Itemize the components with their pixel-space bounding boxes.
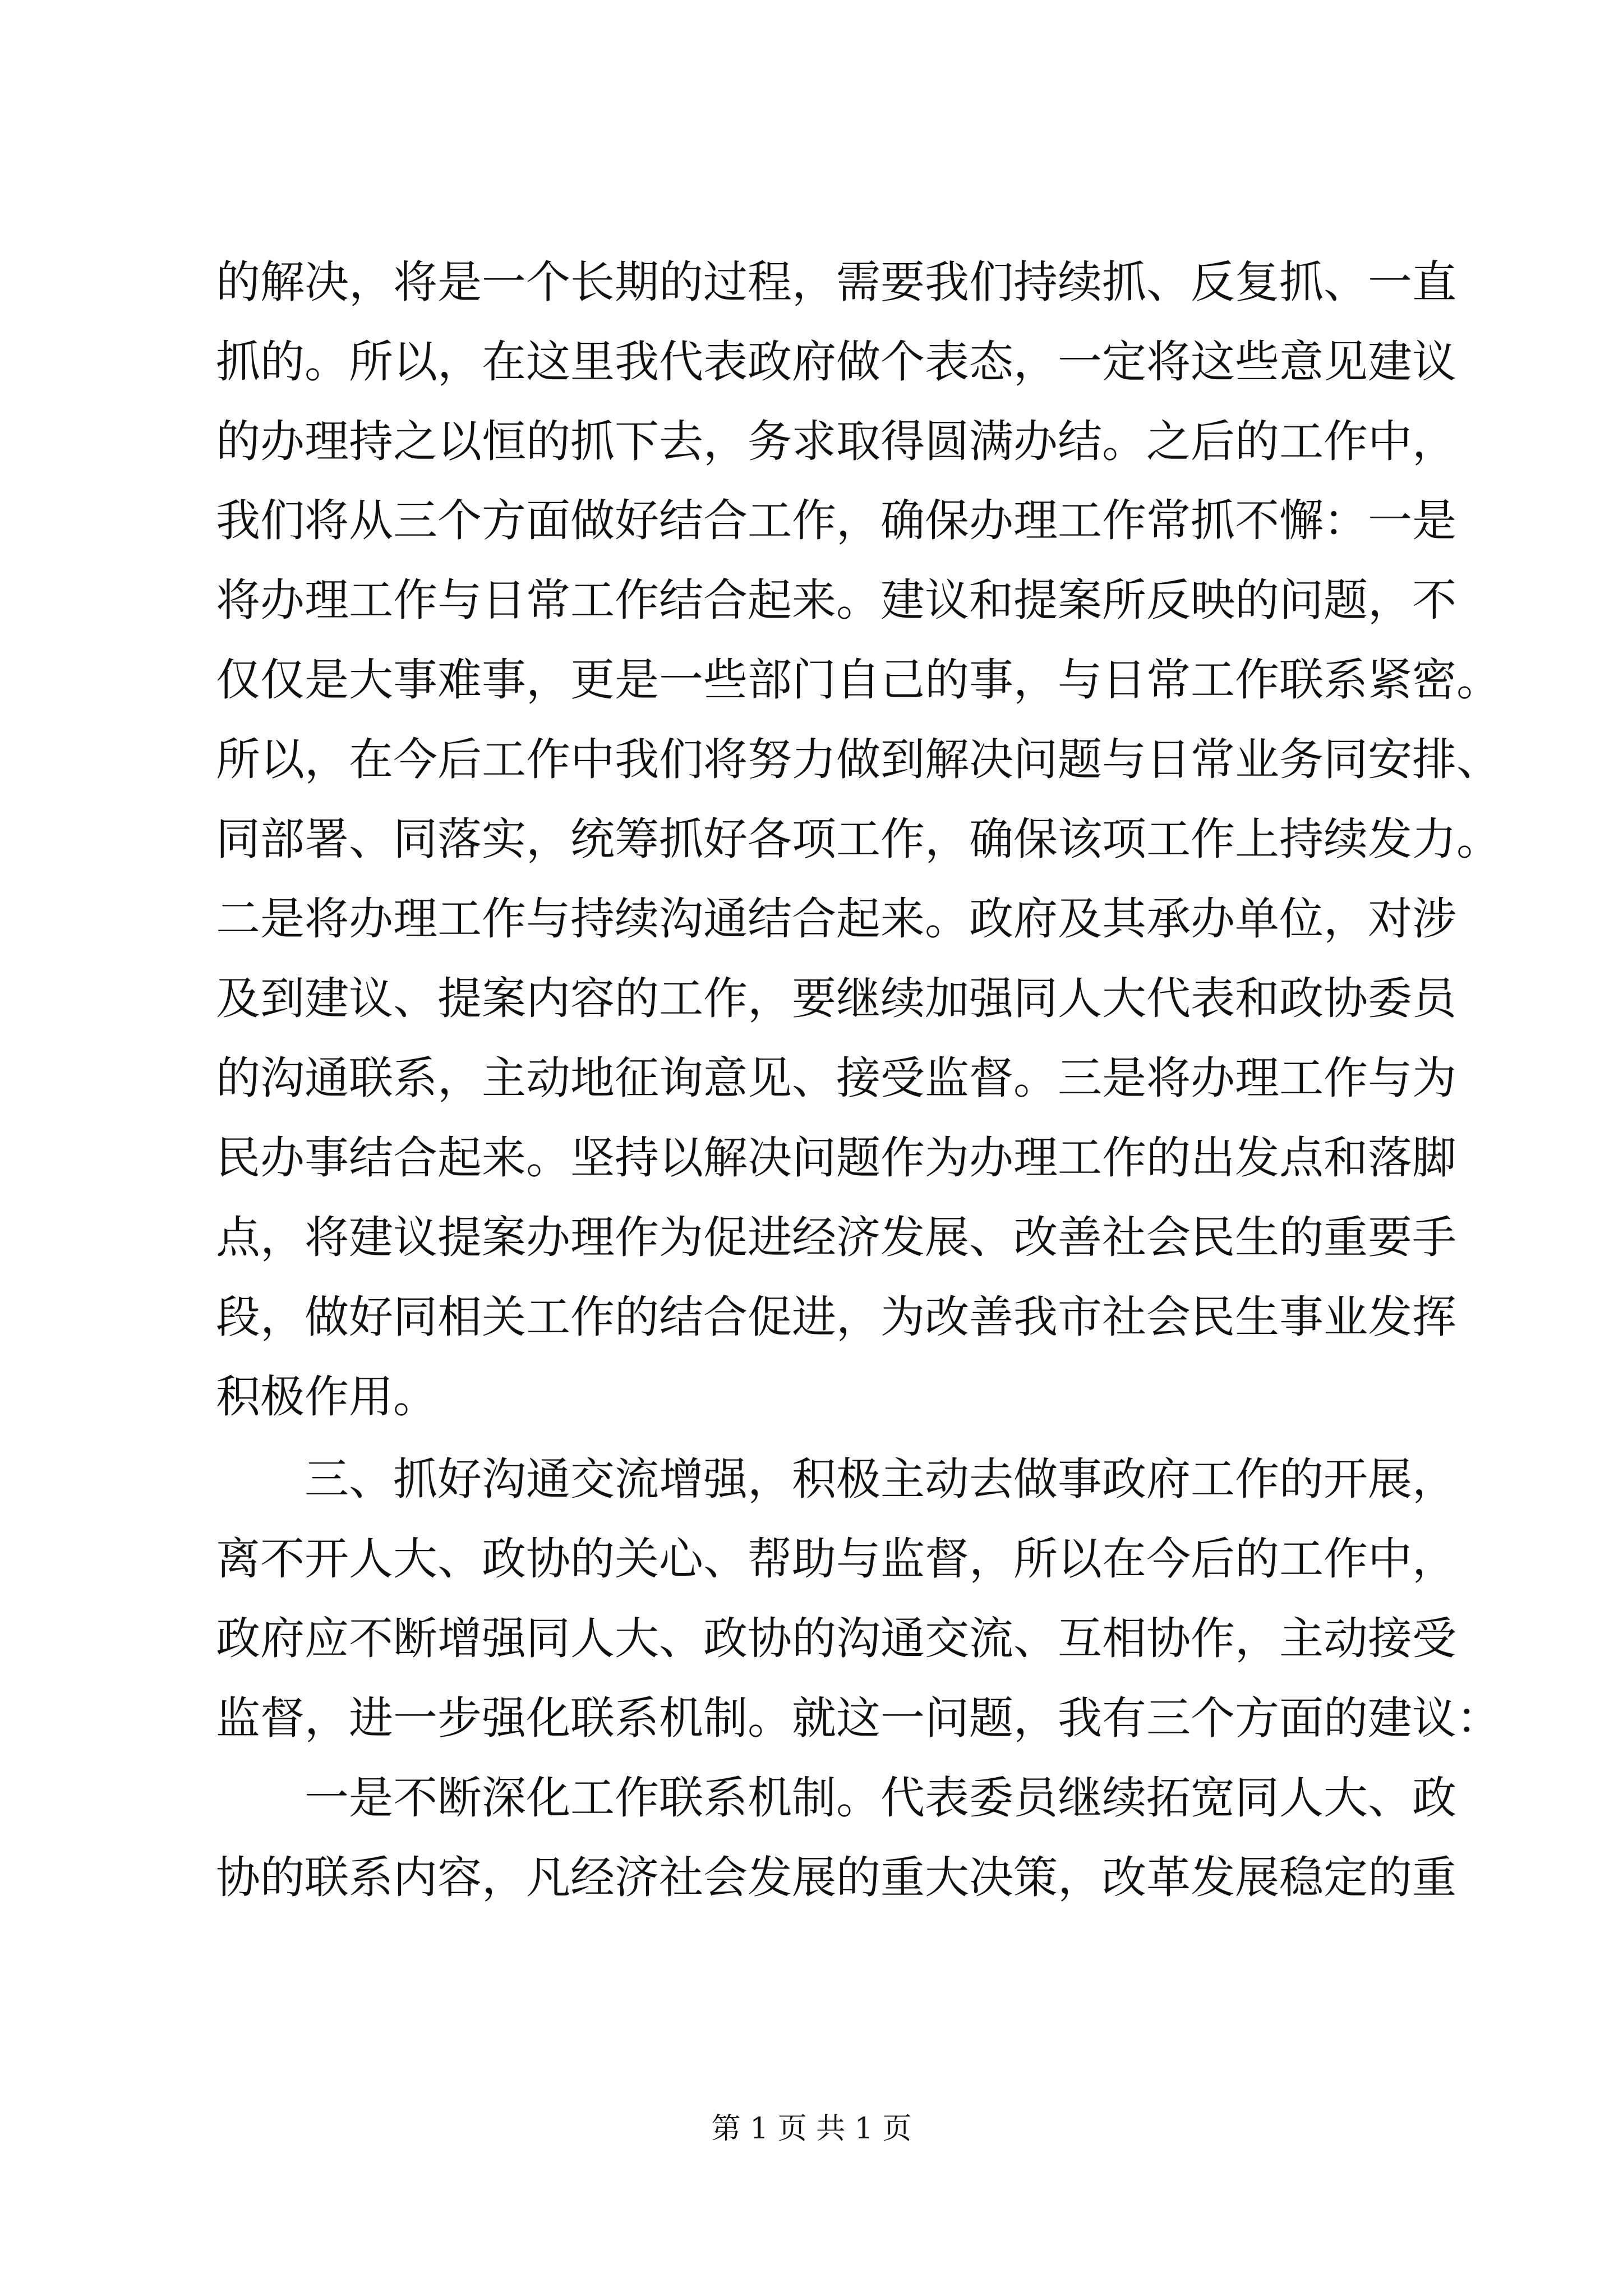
body-line: 点，将建议提案办理作为促进经济发展、改善社会民生的重要手 [216,1212,1456,1263]
body-line: 民办事结合起来。坚持以解决问题作为办理工作的出发点和落脚 [216,1132,1456,1184]
body-line: 及到建议、提案内容的工作，要继续加强同人大代表和政协委员 [216,973,1456,1024]
body-line: 抓的。所以，在这里我代表政府做个表态，一定将这些意见建议 [216,336,1456,388]
paragraph-heading-line: 三、抓好沟通交流增强，积极主动去做事政府工作的开展， [305,1453,1456,1505]
body-line: 离不开人大、政协的关心、帮助与监督，所以在今后的工作中， [216,1533,1456,1585]
body-line: 二是将办理工作与持续沟通结合起来。政府及其承办单位，对涉 [216,893,1456,945]
body-line: 同部署、同落实，统筹抓好各项工作，确保该项工作上持续发力。 [216,813,1501,865]
body-line: 的解决，将是一个长期的过程，需要我们持续抓、反复抓、一直 [216,256,1456,308]
body-line: 所以，在今后工作中我们将努力做到解决问题与日常业务同安排、 [216,734,1501,785]
body-line: 政府应不断增强同人大、政协的沟通交流、互相协作，主动接受 [216,1613,1456,1664]
paragraph-first-line: 一是不断深化工作联系机制。代表委员继续拓宽同人大、政 [305,1772,1456,1824]
body-line: 我们将从三个方面做好结合工作，确保办理工作常抓不懈：一是 [216,495,1456,546]
body-line: 仅仅是大事难事，更是一些部门自己的事，与日常工作联系紧密。 [216,654,1501,706]
body-line: 的沟通联系，主动地征询意见、接受监督。三是将办理工作与为 [216,1052,1456,1104]
body-line: 的办理持之以恒的抓下去，务求取得圆满办结。之后的工作中， [216,416,1456,467]
page-footer: 第 1 页 共 1 页 [711,2112,912,2146]
body-line: 将办理工作与日常工作结合起来。建议和提案所反映的问题，不 [216,574,1456,626]
body-line: 积极作用。 [216,1371,437,1423]
body-line: 段，做好同相关工作的结合促进，为改善我市社会民生事业发挥 [216,1291,1456,1343]
body-line: 监督，进一步强化联系机制。就这一问题，我有三个方面的建议： [216,1692,1501,1744]
body-line: 协的联系内容，凡经济社会发展的重大决策，改革发展稳定的重 [216,1852,1456,1903]
